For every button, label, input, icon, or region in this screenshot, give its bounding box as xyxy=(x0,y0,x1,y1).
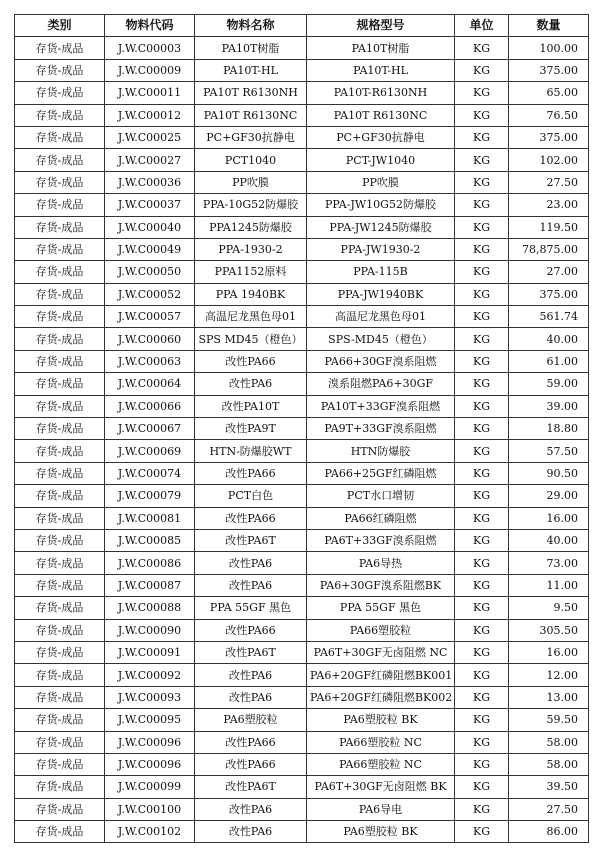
table-row xyxy=(15,194,589,216)
cell-material-name: PPA-1930-2 xyxy=(195,238,307,260)
cell-category: 存货-成品 xyxy=(15,529,105,551)
cell-material-code: J.W.C00088 xyxy=(105,597,195,619)
table-row xyxy=(15,306,589,328)
table-row xyxy=(15,238,589,260)
cell-category: 存货-成品 xyxy=(15,59,105,81)
table-row xyxy=(15,619,589,641)
cell-category: 存货-成品 xyxy=(15,171,105,193)
cell-category: 存货-成品 xyxy=(15,597,105,619)
cell-material-code: J.W.C00011 xyxy=(105,82,195,104)
cell-category: 存货-成品 xyxy=(15,507,105,529)
cell-unit: KG xyxy=(455,104,509,126)
table-row xyxy=(15,462,589,484)
table-row xyxy=(15,59,589,81)
cell-quantity: 9.50 xyxy=(509,597,589,619)
cell-quantity: 78,875.00 xyxy=(509,238,589,260)
cell-material-name: 改性PA6 xyxy=(195,552,307,574)
cell-category: 存货-成品 xyxy=(15,731,105,753)
cell-unit: KG xyxy=(455,709,509,731)
cell-unit: KG xyxy=(455,597,509,619)
header-spec-model: 规格型号 xyxy=(307,15,455,37)
cell-spec-model: PPA-JW1930-2 xyxy=(307,238,455,260)
cell-quantity: 102.00 xyxy=(509,149,589,171)
cell-quantity: 39.50 xyxy=(509,776,589,798)
cell-category: 存货-成品 xyxy=(15,216,105,238)
cell-spec-model: PA66+25GF红磷阻燃 xyxy=(307,462,455,484)
cell-spec-model: PA6塑胶粒 BK xyxy=(307,821,455,843)
cell-spec-model: PPA 55GF 黑色 xyxy=(307,597,455,619)
cell-material-code: J.W.C00003 xyxy=(105,37,195,59)
table-row xyxy=(15,574,589,596)
cell-category: 存货-成品 xyxy=(15,574,105,596)
cell-quantity: 561.74 xyxy=(509,306,589,328)
cell-material-name: 改性PA66 xyxy=(195,731,307,753)
cell-category: 存货-成品 xyxy=(15,82,105,104)
cell-unit: KG xyxy=(455,485,509,507)
cell-material-code: J.W.C00057 xyxy=(105,306,195,328)
cell-unit: KG xyxy=(455,82,509,104)
cell-category: 存货-成品 xyxy=(15,821,105,843)
cell-material-name: 改性PA6 xyxy=(195,798,307,820)
cell-spec-model: PPA-115B xyxy=(307,261,455,283)
cell-quantity: 27.00 xyxy=(509,261,589,283)
cell-material-name: PA10T-HL xyxy=(195,59,307,81)
cell-unit: KG xyxy=(455,574,509,596)
cell-spec-model: PA6塑胶粒 BK xyxy=(307,709,455,731)
cell-quantity: 16.00 xyxy=(509,641,589,663)
cell-material-name: 改性PA66 xyxy=(195,619,307,641)
cell-quantity: 16.00 xyxy=(509,507,589,529)
cell-material-code: J.W.C00095 xyxy=(105,709,195,731)
cell-quantity: 27.50 xyxy=(509,798,589,820)
cell-material-name: 改性PA6T xyxy=(195,641,307,663)
cell-quantity: 61.00 xyxy=(509,350,589,372)
cell-unit: KG xyxy=(455,238,509,260)
cell-quantity: 40.00 xyxy=(509,529,589,551)
table-row xyxy=(15,104,589,126)
cell-material-name: PPA1245防爆胶 xyxy=(195,216,307,238)
cell-material-code: J.W.C00091 xyxy=(105,641,195,663)
cell-spec-model: PA10T R6130NC xyxy=(307,104,455,126)
cell-spec-model: PA6T+33GF溴系阻燃 xyxy=(307,529,455,551)
cell-material-code: J.W.C00040 xyxy=(105,216,195,238)
cell-material-name: 改性PA6T xyxy=(195,529,307,551)
cell-unit: KG xyxy=(455,798,509,820)
cell-material-name: PCT白色 xyxy=(195,485,307,507)
cell-material-code: J.W.C00064 xyxy=(105,373,195,395)
cell-spec-model: PPA-JW10G52防爆胶 xyxy=(307,194,455,216)
cell-material-code: J.W.C00050 xyxy=(105,261,195,283)
cell-unit: KG xyxy=(455,126,509,148)
table-row xyxy=(15,776,589,798)
cell-material-code: J.W.C00102 xyxy=(105,821,195,843)
cell-material-code: J.W.C00086 xyxy=(105,552,195,574)
cell-material-code: J.W.C00025 xyxy=(105,126,195,148)
cell-spec-model: PCT水口增韧 xyxy=(307,485,455,507)
cell-category: 存货-成品 xyxy=(15,709,105,731)
table-row xyxy=(15,440,589,462)
table-row xyxy=(15,283,589,305)
cell-quantity: 86.00 xyxy=(509,821,589,843)
cell-material-code: J.W.C00036 xyxy=(105,171,195,193)
cell-category: 存货-成品 xyxy=(15,664,105,686)
cell-material-name: 高温尼龙黑色母01 xyxy=(195,306,307,328)
cell-category: 存货-成品 xyxy=(15,641,105,663)
cell-material-name: PPA-10G52防爆胶 xyxy=(195,194,307,216)
table-row xyxy=(15,709,589,731)
table-row xyxy=(15,261,589,283)
cell-category: 存货-成品 xyxy=(15,776,105,798)
table-row xyxy=(15,529,589,551)
cell-material-name: 改性PA66 xyxy=(195,350,307,372)
cell-category: 存货-成品 xyxy=(15,194,105,216)
table-row xyxy=(15,328,589,350)
cell-category: 存货-成品 xyxy=(15,418,105,440)
cell-material-name: 改性PA66 xyxy=(195,507,307,529)
cell-material-name: PPA 1940BK xyxy=(195,283,307,305)
cell-unit: KG xyxy=(455,306,509,328)
cell-material-name: PPA1152原料 xyxy=(195,261,307,283)
cell-quantity: 305.50 xyxy=(509,619,589,641)
table-row xyxy=(15,664,589,686)
cell-material-name: PA10T R6130NH xyxy=(195,82,307,104)
cell-spec-model: PA10T+33GF溴系阻燃 xyxy=(307,395,455,417)
cell-unit: KG xyxy=(455,552,509,574)
cell-unit: KG xyxy=(455,507,509,529)
cell-unit: KG xyxy=(455,753,509,775)
cell-spec-model: 溴系阻燃PA6+30GF xyxy=(307,373,455,395)
table-row xyxy=(15,395,589,417)
cell-unit: KG xyxy=(455,373,509,395)
cell-spec-model: PA6T+30GF无卤阻燃 NC xyxy=(307,641,455,663)
cell-quantity: 58.00 xyxy=(509,753,589,775)
table-row xyxy=(15,37,589,59)
cell-spec-model: PA66塑胶粒 xyxy=(307,619,455,641)
cell-quantity: 375.00 xyxy=(509,283,589,305)
cell-unit: KG xyxy=(455,664,509,686)
cell-material-name: 改性PA10T xyxy=(195,395,307,417)
cell-quantity: 27.50 xyxy=(509,171,589,193)
cell-material-code: J.W.C00060 xyxy=(105,328,195,350)
cell-unit: KG xyxy=(455,171,509,193)
cell-material-code: J.W.C00063 xyxy=(105,350,195,372)
table-row xyxy=(15,171,589,193)
cell-material-code: J.W.C00096 xyxy=(105,731,195,753)
cell-material-code: J.W.C00100 xyxy=(105,798,195,820)
cell-category: 存货-成品 xyxy=(15,283,105,305)
cell-material-code: J.W.C00092 xyxy=(105,664,195,686)
table-row xyxy=(15,485,589,507)
cell-spec-model: 高温尼龙黑色母01 xyxy=(307,306,455,328)
cell-category: 存货-成品 xyxy=(15,798,105,820)
cell-unit: KG xyxy=(455,821,509,843)
table-row xyxy=(15,686,589,708)
cell-category: 存货-成品 xyxy=(15,395,105,417)
cell-unit: KG xyxy=(455,462,509,484)
cell-category: 存货-成品 xyxy=(15,619,105,641)
cell-material-code: J.W.C00087 xyxy=(105,574,195,596)
table-row xyxy=(15,82,589,104)
cell-category: 存货-成品 xyxy=(15,462,105,484)
cell-category: 存货-成品 xyxy=(15,686,105,708)
header-category: 类别 xyxy=(15,15,105,37)
cell-material-name: PC+GF30抗静电 xyxy=(195,126,307,148)
cell-material-code: J.W.C00096 xyxy=(105,753,195,775)
cell-material-code: J.W.C00085 xyxy=(105,529,195,551)
cell-quantity: 73.00 xyxy=(509,552,589,574)
cell-material-name: PP吹膜 xyxy=(195,171,307,193)
cell-spec-model: SPS-MD45（橙色） xyxy=(307,328,455,350)
cell-category: 存货-成品 xyxy=(15,306,105,328)
table-row xyxy=(15,149,589,171)
cell-material-name: 改性PA66 xyxy=(195,753,307,775)
cell-unit: KG xyxy=(455,194,509,216)
cell-spec-model: HTN防爆胶 xyxy=(307,440,455,462)
cell-material-name: PA10T树脂 xyxy=(195,37,307,59)
cell-category: 存货-成品 xyxy=(15,37,105,59)
cell-unit: KG xyxy=(455,776,509,798)
cell-spec-model: PPA-JW1940BK xyxy=(307,283,455,305)
header-quantity: 数量 xyxy=(509,15,589,37)
cell-quantity: 11.00 xyxy=(509,574,589,596)
cell-category: 存货-成品 xyxy=(15,440,105,462)
cell-material-code: J.W.C00099 xyxy=(105,776,195,798)
cell-unit: KG xyxy=(455,395,509,417)
cell-quantity: 57.50 xyxy=(509,440,589,462)
cell-category: 存货-成品 xyxy=(15,373,105,395)
header-row xyxy=(15,15,589,37)
cell-category: 存货-成品 xyxy=(15,149,105,171)
cell-unit: KG xyxy=(455,37,509,59)
cell-unit: KG xyxy=(455,619,509,641)
cell-spec-model: PA10T树脂 xyxy=(307,37,455,59)
cell-unit: KG xyxy=(455,440,509,462)
cell-category: 存货-成品 xyxy=(15,261,105,283)
cell-quantity: 59.00 xyxy=(509,373,589,395)
table-row xyxy=(15,418,589,440)
cell-material-name: PA6塑胶粒 xyxy=(195,709,307,731)
cell-quantity: 39.00 xyxy=(509,395,589,417)
table-row xyxy=(15,552,589,574)
cell-material-name: 改性PA6 xyxy=(195,664,307,686)
cell-material-code: J.W.C00079 xyxy=(105,485,195,507)
cell-spec-model: PP吹膜 xyxy=(307,171,455,193)
cell-spec-model: PCT-JW1040 xyxy=(307,149,455,171)
cell-quantity: 40.00 xyxy=(509,328,589,350)
cell-unit: KG xyxy=(455,418,509,440)
cell-unit: KG xyxy=(455,261,509,283)
cell-category: 存货-成品 xyxy=(15,552,105,574)
table-row xyxy=(15,641,589,663)
cell-spec-model: PA66红磷阻燃 xyxy=(307,507,455,529)
cell-quantity: 76.50 xyxy=(509,104,589,126)
cell-quantity: 90.50 xyxy=(509,462,589,484)
cell-material-name: 改性PA6 xyxy=(195,686,307,708)
cell-material-code: J.W.C00027 xyxy=(105,149,195,171)
cell-material-code: J.W.C00093 xyxy=(105,686,195,708)
cell-quantity: 375.00 xyxy=(509,59,589,81)
cell-category: 存货-成品 xyxy=(15,350,105,372)
table-row xyxy=(15,753,589,775)
cell-unit: KG xyxy=(455,731,509,753)
cell-material-code: J.W.C00081 xyxy=(105,507,195,529)
table-row xyxy=(15,216,589,238)
cell-quantity: 59.50 xyxy=(509,709,589,731)
cell-material-name: 改性PA66 xyxy=(195,462,307,484)
cell-quantity: 13.00 xyxy=(509,686,589,708)
cell-spec-model: PA66塑胶粒 NC xyxy=(307,731,455,753)
cell-quantity: 18.80 xyxy=(509,418,589,440)
cell-material-name: 改性PA9T xyxy=(195,418,307,440)
cell-spec-model: PA10T-R6130NH xyxy=(307,82,455,104)
cell-quantity: 29.00 xyxy=(509,485,589,507)
cell-material-name: 改性PA6T xyxy=(195,776,307,798)
cell-spec-model: PA9T+33GF溴系阻燃 xyxy=(307,418,455,440)
table-row xyxy=(15,350,589,372)
table-row xyxy=(15,507,589,529)
cell-unit: KG xyxy=(455,641,509,663)
cell-spec-model: PA66+30GF溴系阻燃 xyxy=(307,350,455,372)
cell-unit: KG xyxy=(455,59,509,81)
cell-category: 存货-成品 xyxy=(15,753,105,775)
cell-material-name: PPA 55GF 黑色 xyxy=(195,597,307,619)
cell-category: 存货-成品 xyxy=(15,104,105,126)
cell-material-name: 改性PA6 xyxy=(195,821,307,843)
cell-material-name: 改性PA6 xyxy=(195,574,307,596)
cell-quantity: 375.00 xyxy=(509,126,589,148)
cell-spec-model: PA6导电 xyxy=(307,798,455,820)
cell-material-name: PA10T R6130NC xyxy=(195,104,307,126)
cell-material-name: 改性PA6 xyxy=(195,373,307,395)
cell-spec-model: PA6+30GF溴系阻燃BK xyxy=(307,574,455,596)
cell-unit: KG xyxy=(455,216,509,238)
cell-category: 存货-成品 xyxy=(15,485,105,507)
cell-unit: KG xyxy=(455,283,509,305)
cell-material-code: J.W.C00009 xyxy=(105,59,195,81)
cell-quantity: 100.00 xyxy=(509,37,589,59)
inventory-table xyxy=(14,14,589,843)
cell-spec-model: PA6导热 xyxy=(307,552,455,574)
table-row xyxy=(15,731,589,753)
cell-material-code: J.W.C00066 xyxy=(105,395,195,417)
cell-category: 存货-成品 xyxy=(15,126,105,148)
cell-quantity: 12.00 xyxy=(509,664,589,686)
cell-quantity: 23.00 xyxy=(509,194,589,216)
table-row xyxy=(15,597,589,619)
cell-quantity: 119.50 xyxy=(509,216,589,238)
cell-unit: KG xyxy=(455,529,509,551)
cell-material-name: PCT1040 xyxy=(195,149,307,171)
table-row xyxy=(15,126,589,148)
cell-material-code: J.W.C00037 xyxy=(105,194,195,216)
cell-material-code: J.W.C00049 xyxy=(105,238,195,260)
table-row xyxy=(15,373,589,395)
cell-material-code: J.W.C00067 xyxy=(105,418,195,440)
cell-unit: KG xyxy=(455,149,509,171)
cell-unit: KG xyxy=(455,686,509,708)
cell-category: 存货-成品 xyxy=(15,238,105,260)
cell-spec-model: PA6T+30GF无卤阻燃 BK xyxy=(307,776,455,798)
cell-material-name: SPS MD45（橙色） xyxy=(195,328,307,350)
cell-category: 存货-成品 xyxy=(15,328,105,350)
cell-spec-model: PA6+20GF红磷阻燃BK002 xyxy=(307,686,455,708)
table-row xyxy=(15,798,589,820)
cell-spec-model: PA6+20GF红磷阻燃BK001 xyxy=(307,664,455,686)
cell-unit: KG xyxy=(455,328,509,350)
cell-material-code: J.W.C00074 xyxy=(105,462,195,484)
cell-quantity: 58.00 xyxy=(509,731,589,753)
cell-spec-model: PA10T-HL xyxy=(307,59,455,81)
cell-material-name: HTN-防爆胶WT xyxy=(195,440,307,462)
cell-quantity: 65.00 xyxy=(509,82,589,104)
cell-spec-model: PPA-JW1245防爆胶 xyxy=(307,216,455,238)
cell-material-code: J.W.C00090 xyxy=(105,619,195,641)
header-material-name: 物料名称 xyxy=(195,15,307,37)
header-material-code: 物料代码 xyxy=(105,15,195,37)
cell-spec-model: PA66塑胶粒 NC xyxy=(307,753,455,775)
header-unit: 单位 xyxy=(455,15,509,37)
table-row xyxy=(15,821,589,843)
cell-unit: KG xyxy=(455,350,509,372)
cell-material-code: J.W.C00069 xyxy=(105,440,195,462)
cell-material-code: J.W.C00012 xyxy=(105,104,195,126)
cell-material-code: J.W.C00052 xyxy=(105,283,195,305)
cell-spec-model: PC+GF30抗静电 xyxy=(307,126,455,148)
